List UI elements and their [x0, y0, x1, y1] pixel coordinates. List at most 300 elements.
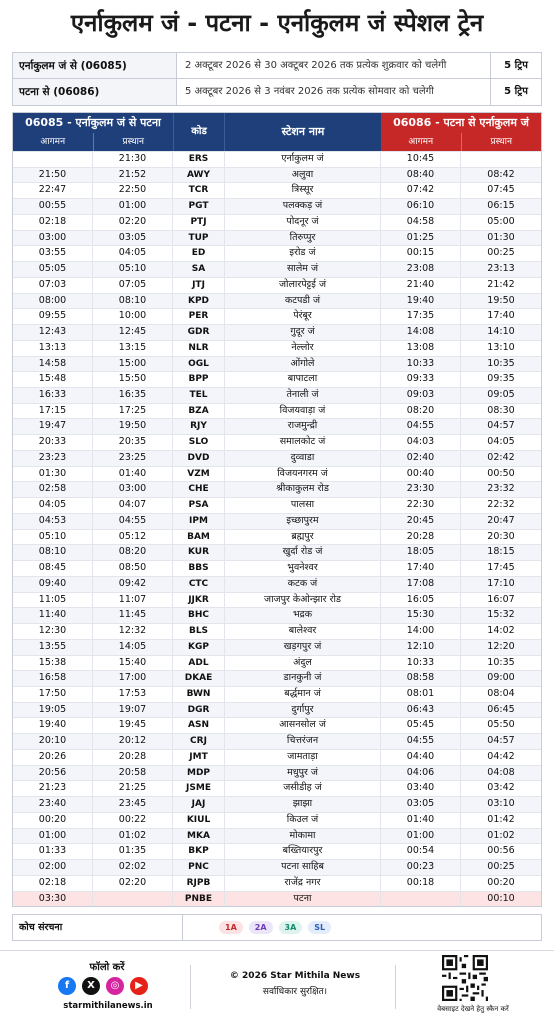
station-code: VZM: [173, 467, 225, 482]
station-code: SLO: [173, 435, 225, 450]
departure-down: 14:10: [487, 326, 515, 338]
departure-down: 21:42: [487, 278, 515, 290]
info-row-up: [13, 53, 541, 79]
table-row: [13, 592, 541, 608]
table-row: [13, 796, 541, 812]
info-route: पटना से (06086): [13, 79, 177, 105]
departure-up: 19:45: [93, 718, 173, 733]
station-name: ब्रह्मपुर: [225, 530, 381, 545]
website-link[interactable]: starmithilanews.in: [63, 1001, 153, 1011]
departure-down: 08:04: [487, 687, 515, 699]
table-row: [13, 245, 541, 261]
timetable-header: [13, 113, 541, 151]
arrival-down: 17:08: [381, 577, 461, 592]
station-name: किउल जं: [225, 813, 381, 828]
station-name: आसनसोल जं: [225, 718, 381, 733]
station-name: त्रिस्सूर: [225, 183, 381, 198]
station-header: स्टेशन नाम: [225, 113, 381, 151]
arrival-down: 14:00: [381, 624, 461, 639]
station-code: MKA: [173, 829, 225, 844]
departure-down: 09:00: [487, 672, 515, 684]
departure-up: 20:12: [93, 734, 173, 749]
departure-down: 03:42: [487, 782, 515, 794]
table-row: [13, 293, 541, 309]
arrival-up: 21:23: [13, 781, 93, 796]
arrival-down: [381, 892, 461, 907]
departure-up: 01:35: [93, 844, 173, 859]
departure-down: 23:32: [487, 483, 515, 495]
arrival-up: 16:58: [13, 671, 93, 686]
station-code: PTJ: [173, 215, 225, 230]
station-name: भद्रक: [225, 608, 381, 623]
follow-label: फॉलो करें: [89, 962, 125, 973]
station-code: BHC: [173, 608, 225, 623]
arrival-down: 09:33: [381, 372, 461, 387]
coach-label: कोच संरचना: [13, 915, 183, 940]
station-name: डानकुनी जं: [225, 671, 381, 686]
arrival-up: 03:30: [13, 892, 93, 907]
departure-down: 14:02: [487, 625, 515, 637]
arrival-up: 07:03: [13, 278, 93, 293]
arrival-down: 20:28: [381, 530, 461, 545]
coach-composition: [12, 914, 542, 941]
table-row: [13, 733, 541, 749]
arrival-down: 15:30: [381, 608, 461, 623]
departure-down: 17:10: [487, 577, 515, 589]
arrival-down: 06:43: [381, 703, 461, 718]
left-train-header: [13, 113, 173, 151]
departure-down: 00:25: [487, 247, 515, 259]
arrival-up: 14:58: [13, 357, 93, 372]
station-name: इच्छापुरम: [225, 514, 381, 529]
info-trips: 5 ट्रिप: [504, 60, 528, 71]
departure-down: 05:50: [487, 719, 515, 731]
arrival-down: 08:20: [381, 404, 461, 419]
scan-caption: वेबसाइट देखने हेतु स्कैन करें: [437, 1005, 509, 1013]
departure-up: 08:10: [93, 294, 173, 309]
departure-down: 04:57: [487, 735, 515, 747]
station-name: नेल्लोर: [225, 341, 381, 356]
station-name: अलुवा: [225, 168, 381, 183]
station-code: NLR: [173, 341, 225, 356]
station-code: CTC: [173, 577, 225, 592]
arrival-up: 11:05: [13, 593, 93, 608]
departure-down: 04:42: [487, 750, 515, 762]
station-code: BBS: [173, 561, 225, 576]
arrival-down: 10:33: [381, 656, 461, 671]
arrival-label: आगमन: [13, 133, 94, 151]
info-trips: 5 ट्रिप: [504, 86, 528, 97]
arrival-down: 07:42: [381, 183, 461, 198]
table-row: [13, 717, 541, 733]
departure-down: 22:32: [487, 499, 515, 511]
departure-up: 23:45: [93, 797, 173, 812]
station-code: KIUL: [173, 813, 225, 828]
station-name: खड़गपुर जं: [225, 640, 381, 655]
departure-up: 17:25: [93, 404, 173, 419]
station-name: पलक्कड़ जं: [225, 199, 381, 214]
station-code: PSA: [173, 498, 225, 513]
table-row: [13, 702, 541, 718]
arrival-down: 23:08: [381, 262, 461, 277]
departure-down: 08:42: [487, 168, 515, 180]
table-row: [13, 308, 541, 324]
page-title: एर्नाकुलम जं - पटना - एर्नाकुलम जं स्पेशल ट्रेन: [70, 9, 484, 37]
departure-down: 18:15: [487, 546, 515, 558]
table-row: [13, 340, 541, 356]
station-code: ADL: [173, 656, 225, 671]
coach-badge-sl: SL: [308, 921, 331, 934]
arrival-up: 20:10: [13, 734, 93, 749]
coach-badge-2a: 2A: [249, 921, 273, 934]
arrival-down: 08:40: [381, 168, 461, 183]
station-code: BPP: [173, 372, 225, 387]
info-desc: 5 अक्टूबर 2026 से 3 नवंबर 2026 तक प्रत्येक सोमवार को चलेगी: [177, 79, 491, 105]
station-name: कटपडी जं: [225, 294, 381, 309]
station-name: तेनाली जं: [225, 388, 381, 403]
departure-down: 06:15: [487, 200, 515, 212]
station-code: OGL: [173, 357, 225, 372]
table-row: [13, 230, 541, 246]
departure-up: 19:50: [93, 419, 173, 434]
departure-down: 04:57: [487, 420, 515, 432]
station-name: इरोड जं: [225, 246, 381, 261]
station-code: PNBE: [173, 892, 225, 907]
arrival-down: 17:35: [381, 309, 461, 324]
info-desc: 2 अक्टूबर 2026 से 30 अक्टूबर 2026 तक प्रत्येक शुक्रवार को चलेगी: [177, 53, 491, 78]
arrival-down: 10:45: [381, 152, 461, 167]
arrival-up: 03:55: [13, 246, 93, 261]
departure-up: 00:22: [93, 813, 173, 828]
station-code: PER: [173, 309, 225, 324]
arrival-down: 09:03: [381, 388, 461, 403]
departure-down: 09:05: [487, 389, 515, 401]
station-name: पटना साहिब: [225, 860, 381, 875]
info-route: एर्नाकुलम जं से (06085): [13, 53, 177, 78]
station-code: JJKR: [173, 593, 225, 608]
table-row: [13, 891, 541, 907]
station-code: BLS: [173, 624, 225, 639]
departure-up: 01:40: [93, 467, 173, 482]
table-row: [13, 529, 541, 545]
station-code: GDR: [173, 325, 225, 340]
table-row: [13, 324, 541, 340]
station-name: मधुपुर जं: [225, 766, 381, 781]
station-code: JTJ: [173, 278, 225, 293]
arrival-up: 03:00: [13, 231, 93, 246]
station-name: भुवनेश्वर: [225, 561, 381, 576]
arrival-up: 05:05: [13, 262, 93, 277]
departure-up: 08:20: [93, 545, 173, 560]
station-code: BAM: [173, 530, 225, 545]
arrival-up: 09:40: [13, 577, 93, 592]
x-icon[interactable]: X: [82, 977, 100, 995]
table-row: [13, 780, 541, 796]
station-code: CHE: [173, 482, 225, 497]
code-header: कोड: [173, 113, 225, 151]
station-name: जाजपुर केओन्झार रोड: [225, 593, 381, 608]
station-name: तिरुप्पुर: [225, 231, 381, 246]
table-row: [13, 686, 541, 702]
arrival-down: 14:08: [381, 325, 461, 340]
social-links: [58, 977, 148, 995]
station-code: KPD: [173, 294, 225, 309]
youtube-icon[interactable]: ▶: [130, 977, 148, 995]
arrival-up: 01:33: [13, 844, 93, 859]
station-name: जामताड़ा: [225, 750, 381, 765]
departure-up: 21:52: [93, 168, 173, 183]
station-name: बापाटला: [225, 372, 381, 387]
departure-down: 19:50: [487, 294, 515, 306]
station-code: TCR: [173, 183, 225, 198]
arrival-up: 13:13: [13, 341, 93, 356]
left-train-title: 06085 - एर्नाकुलम जं से पटना: [13, 113, 173, 133]
arrival-down: 04:06: [381, 766, 461, 781]
departure-up: 20:28: [93, 750, 173, 765]
arrival-down: 04:55: [381, 734, 461, 749]
table-row: [13, 466, 541, 482]
departure-down: 05:00: [487, 215, 515, 227]
departure-down: 06:45: [487, 703, 515, 715]
qr-code-icon[interactable]: [442, 955, 488, 1001]
station-code: TEL: [173, 388, 225, 403]
arrival-up: 17:50: [13, 687, 93, 702]
arrival-down: 20:45: [381, 514, 461, 529]
table-row: [13, 513, 541, 529]
arrival-up: [13, 152, 93, 167]
arrival-up: 09:55: [13, 309, 93, 324]
arrival-up: 04:05: [13, 498, 93, 513]
departure-up: 04:05: [93, 246, 173, 261]
station-name: जोलारपेट्टई जं: [225, 278, 381, 293]
departure-down: 17:45: [487, 562, 515, 574]
table-row: [13, 859, 541, 875]
arrival-down: 04:55: [381, 419, 461, 434]
arrival-down: 17:40: [381, 561, 461, 576]
departure-up: 03:00: [93, 482, 173, 497]
table-row: [13, 639, 541, 655]
arrival-up: 08:10: [13, 545, 93, 560]
arrival-down: 12:10: [381, 640, 461, 655]
arrival-down: 04:40: [381, 750, 461, 765]
table-row: [13, 261, 541, 277]
departure-up: 12:32: [93, 624, 173, 639]
station-code: KGP: [173, 640, 225, 655]
arrival-up: 08:45: [13, 561, 93, 576]
departure-up: 17:00: [93, 671, 173, 686]
station-name: झाझा: [225, 797, 381, 812]
arrival-up: 19:47: [13, 419, 93, 434]
station-name: अंदुल: [225, 656, 381, 671]
departure-up: 12:45: [93, 325, 173, 340]
arrival-down: 22:30: [381, 498, 461, 513]
arrival-up: 21:50: [13, 168, 93, 183]
departure-down: 09:35: [487, 373, 515, 385]
coach-badge-1a: 1A: [219, 921, 243, 934]
departure-up: 02:20: [93, 215, 173, 230]
timetable-rows: [13, 151, 541, 906]
arrival-up: 12:43: [13, 325, 93, 340]
station-name: कटक जं: [225, 577, 381, 592]
station-name: खुर्दा रोड जं: [225, 545, 381, 560]
station-name: सालेम जं: [225, 262, 381, 277]
station-name: राजेंद्र नगर: [225, 876, 381, 891]
station-name: विजयवाड़ा जं: [225, 404, 381, 419]
arrival-down: 01:25: [381, 231, 461, 246]
station-code: CRJ: [173, 734, 225, 749]
departure-label: प्रस्थान: [122, 137, 145, 147]
departure-down: 00:20: [487, 876, 515, 888]
arrival-up: 13:55: [13, 640, 93, 655]
departure-up: 11:45: [93, 608, 173, 623]
info-row-down: [13, 79, 541, 105]
arrival-down: 18:05: [381, 545, 461, 560]
arrival-up: 20:33: [13, 435, 93, 450]
arrival-up: 19:05: [13, 703, 93, 718]
arrival-up: 02:00: [13, 860, 93, 875]
departure-down: 04:05: [487, 436, 515, 448]
table-row: [13, 481, 541, 497]
arrival-down: 08:58: [381, 671, 461, 686]
departure-up: 09:42: [93, 577, 173, 592]
arrival-up: 22:47: [13, 183, 93, 198]
table-row: [13, 214, 541, 230]
station-name: मोकामा: [225, 829, 381, 844]
arrival-up: 23:40: [13, 797, 93, 812]
departure-up: 02:20: [93, 876, 173, 891]
station-code: ERS: [173, 152, 225, 167]
arrival-down: 10:33: [381, 357, 461, 372]
instagram-icon[interactable]: ◎: [106, 977, 124, 995]
arrival-down: 16:05: [381, 593, 461, 608]
station-code: RJPB: [173, 876, 225, 891]
arrival-down: 23:30: [381, 482, 461, 497]
station-code: ASN: [173, 718, 225, 733]
station-name: पालसा: [225, 498, 381, 513]
station-code: DVD: [173, 451, 225, 466]
table-row: [13, 828, 541, 844]
table-row: [13, 544, 541, 560]
arrival-down: 21:40: [381, 278, 461, 293]
arrival-down: 13:08: [381, 341, 461, 356]
departure-down: 16:07: [487, 593, 515, 605]
arrival-up: 23:23: [13, 451, 93, 466]
station-name: बालेश्वर: [225, 624, 381, 639]
copyright: © 2026 Star Mithila News: [229, 971, 361, 981]
departure-down: 02:42: [487, 451, 515, 463]
station-name: पटना: [225, 892, 381, 907]
divider: [190, 965, 191, 1009]
departure-up: 01:02: [93, 829, 173, 844]
arrival-up: 16:33: [13, 388, 93, 403]
station-code: ED: [173, 246, 225, 261]
table-row: [13, 843, 541, 859]
departure-up: 22:50: [93, 183, 173, 198]
station-name: गुदूर जं: [225, 325, 381, 340]
arrival-down: 02:40: [381, 451, 461, 466]
arrival-down: 05:45: [381, 718, 461, 733]
departure-down: 10:35: [487, 357, 515, 369]
departure-up: [93, 892, 173, 907]
table-row: [13, 151, 541, 167]
departure-down: 12:20: [487, 640, 515, 652]
departure-up: 16:35: [93, 388, 173, 403]
departure-label: प्रस्थान: [490, 137, 513, 147]
footer: [0, 950, 554, 1020]
arrival-down: 00:40: [381, 467, 461, 482]
table-row: [13, 607, 541, 623]
arrival-label: आगमन: [381, 133, 462, 151]
station-name: पेरंबूर: [225, 309, 381, 324]
table-row: [13, 670, 541, 686]
right-train-header: [381, 113, 541, 151]
station-code: JSME: [173, 781, 225, 796]
table-row: [13, 434, 541, 450]
arrival-down: 08:01: [381, 687, 461, 702]
station-code: PNC: [173, 860, 225, 875]
table-row: [13, 182, 541, 198]
departure-up: 20:58: [93, 766, 173, 781]
station-code: AWY: [173, 168, 225, 183]
table-row: [13, 356, 541, 372]
departure-up: 15:50: [93, 372, 173, 387]
station-code: DKAE: [173, 671, 225, 686]
table-row: [13, 812, 541, 828]
departure-down: 04:08: [487, 766, 515, 778]
station-name: बर्द्धमान जं: [225, 687, 381, 702]
rights-reserved: सर्वाधिकार सुरक्षित।: [262, 987, 328, 997]
arrival-down: 01:00: [381, 829, 461, 844]
station-code: BWN: [173, 687, 225, 702]
departure-down: 00:25: [487, 861, 515, 873]
station-code: PGT: [173, 199, 225, 214]
station-name: पोदनूर जं: [225, 215, 381, 230]
departure-down: 00:50: [487, 467, 515, 479]
station-code: KUR: [173, 545, 225, 560]
station-name: बख्तियारपुर: [225, 844, 381, 859]
arrival-up: 08:00: [13, 294, 93, 309]
departure-down: 10:35: [487, 656, 515, 668]
table-row: [13, 387, 541, 403]
arrival-up: 15:38: [13, 656, 93, 671]
divider: [395, 965, 396, 1009]
departure-down: 17:40: [487, 310, 515, 322]
arrival-down: 04:58: [381, 215, 461, 230]
arrival-down: 19:40: [381, 294, 461, 309]
table-row: [13, 749, 541, 765]
schedule-info: [12, 52, 542, 106]
table-row: [13, 418, 541, 434]
departure-up: 23:25: [93, 451, 173, 466]
station-code: JMT: [173, 750, 225, 765]
facebook-icon[interactable]: f: [58, 977, 76, 995]
station-name: दुर्गापुर: [225, 703, 381, 718]
departure-down: [461, 152, 541, 167]
departure-up: 05:10: [93, 262, 173, 277]
station-name: श्रीकाकुलम रोड: [225, 482, 381, 497]
arrival-up: 12:30: [13, 624, 93, 639]
table-row: [13, 403, 541, 419]
table-row: [13, 576, 541, 592]
timetable: [12, 112, 542, 907]
station-code: RJY: [173, 419, 225, 434]
station-code: DGR: [173, 703, 225, 718]
table-row: [13, 450, 541, 466]
station-code: SA: [173, 262, 225, 277]
arrival-up: 19:40: [13, 718, 93, 733]
station-name: विजयनगरम जं: [225, 467, 381, 482]
departure-down: 01:42: [487, 813, 515, 825]
